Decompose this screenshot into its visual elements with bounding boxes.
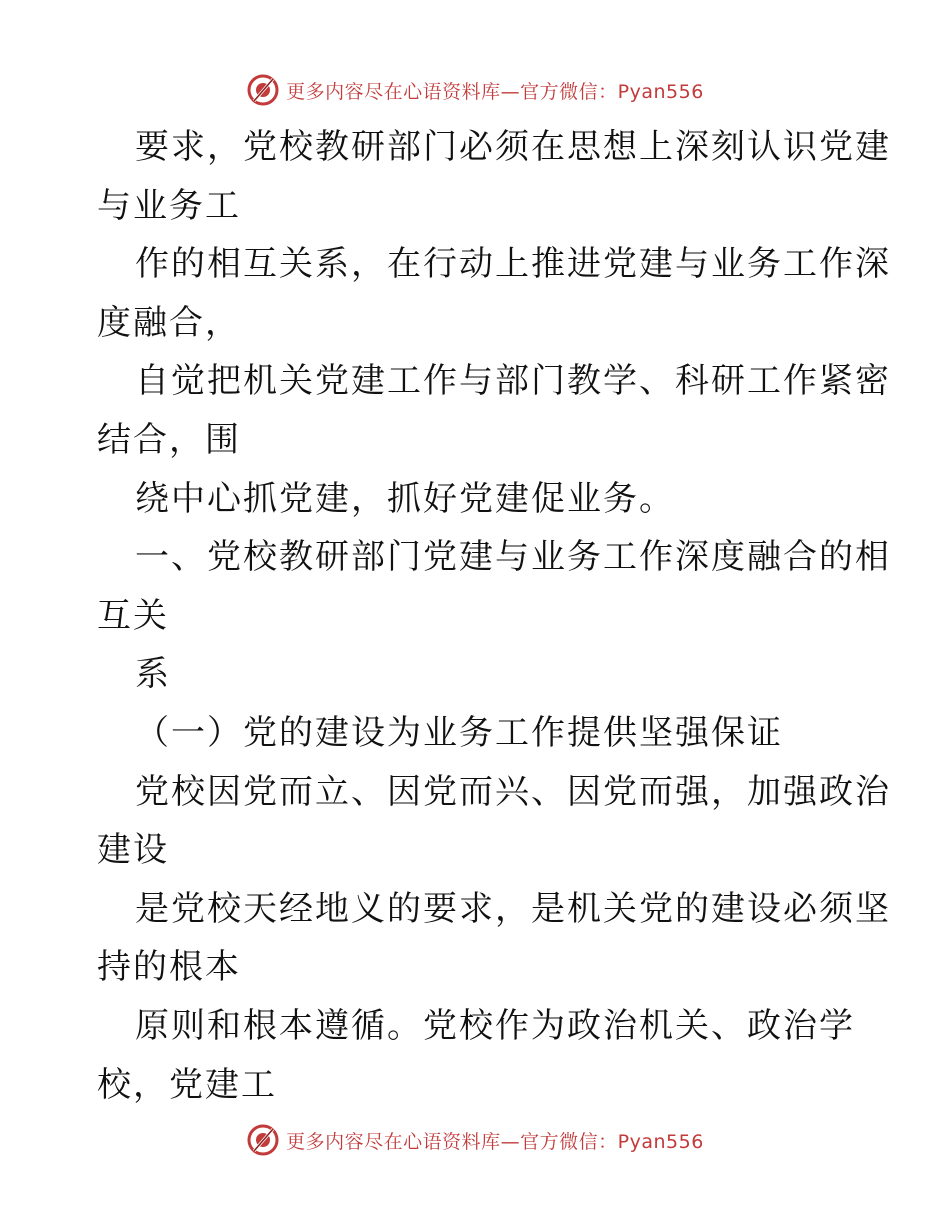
- text-line: （一）党的建设为业务工作提供坚强保证: [135, 712, 783, 753]
- text-line: 是党校天经地义的要求，是机关党的建设必须坚: [135, 888, 891, 929]
- text-line: 系: [135, 654, 171, 695]
- text-line: 校，党建工: [97, 1064, 277, 1105]
- text-line: 互关: [97, 595, 169, 636]
- text-line: 原则和根本遵循。党校作为政治机关、政治学: [135, 1005, 855, 1046]
- text-line: 自觉把机关党建工作与部门教学、科研工作紧密: [135, 361, 891, 402]
- text-line: 持的根本: [97, 947, 241, 988]
- text-line: 度融合，: [97, 302, 241, 343]
- text-line: 党校因党而立、因党而兴、因党而强，加强政治: [135, 771, 891, 812]
- text-line: 要求，党校教研部门必须在思想上深刻认识党建: [135, 127, 891, 167]
- quill-seal-icon: [246, 73, 280, 107]
- watermark-text: 更多内容尽在心语资料库—官方微信：Pyan556: [286, 1130, 704, 1153]
- document-body: [97, 118, 891, 1114]
- watermark-header: [0, 70, 950, 110]
- text-line: 一、党校教研部门党建与业务工作深度融合的相: [135, 537, 891, 578]
- text-line: 与业务工: [97, 185, 241, 226]
- text-line: 作的相互关系，在行动上推进党建与业务工作深: [135, 244, 891, 285]
- text-line: 建设: [97, 830, 169, 871]
- watermark-text: 更多内容尽在心语资料库—官方微信：Pyan556: [286, 80, 704, 103]
- text-line: 绕中心抓党建，抓好党建促业务。: [135, 478, 675, 519]
- text-line: 结合，围: [97, 419, 241, 460]
- watermark-footer: [0, 1120, 950, 1160]
- quill-seal-icon: [246, 1123, 280, 1157]
